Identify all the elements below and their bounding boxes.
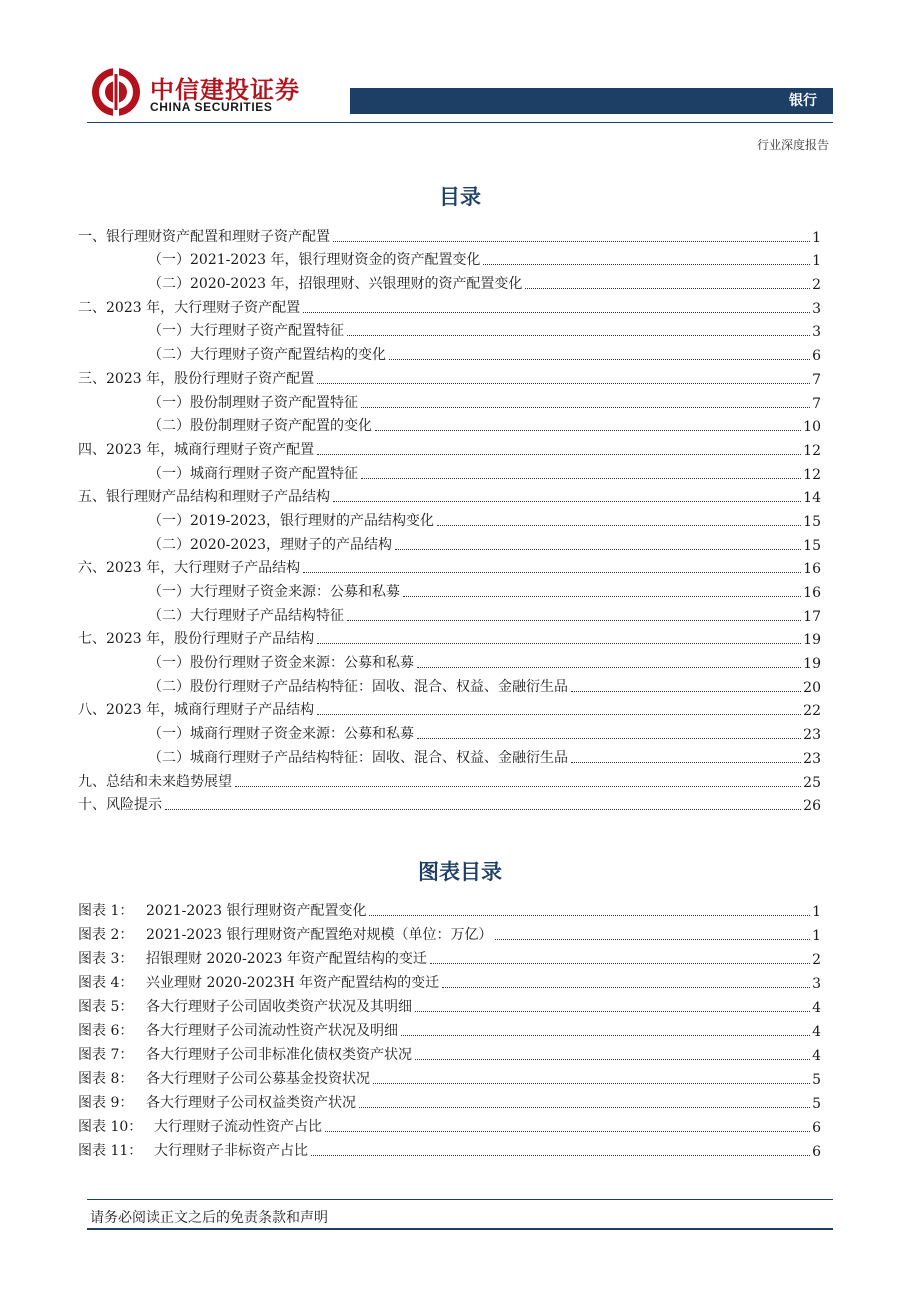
figure-number: 图表 2： (78, 927, 134, 943)
toc-entry-page: 1 (812, 229, 821, 246)
toc-entry[interactable] (78, 506, 821, 530)
dot-leader (369, 915, 810, 916)
figure-entry-title (78, 1092, 356, 1112)
toc-entry-title: （一）大行理财子资产配置特征 (148, 323, 344, 340)
dot-leader (347, 620, 801, 621)
toc-entry-title: （一）城商行理财子资产配置特征 (148, 465, 358, 482)
toc-entry-page: 10 (803, 419, 821, 436)
toc-entry-title: 十、风险提示 (78, 797, 162, 814)
dot-leader (430, 963, 810, 964)
toc-entry-title: （二）2020-2023 年，招银理财、兴银理财的资产配置变化 (148, 276, 523, 293)
figure-entry-title (78, 1116, 322, 1136)
figure-entry[interactable] (78, 1016, 821, 1040)
figure-caption: 各大行理财子公司公募基金投资状况 (146, 1071, 370, 1087)
figure-caption: 兴业理财 2020-2023H 年资产配置结构的变迁 (146, 975, 440, 991)
toc-entry[interactable] (78, 483, 821, 507)
figure-entry-title (78, 948, 427, 968)
toc-entry[interactable] (78, 459, 821, 483)
dot-leader (437, 525, 801, 526)
toc-entry[interactable] (78, 554, 821, 578)
toc-entry[interactable] (78, 601, 821, 625)
report-type: 行业深度报告 (756, 138, 829, 152)
figure-entry-page: 1 (812, 904, 821, 920)
toc-entry[interactable] (78, 222, 821, 246)
toc-entry[interactable] (78, 577, 821, 601)
toc-entry[interactable] (78, 719, 821, 743)
toc-entry-page: 20 (803, 679, 821, 696)
dot-leader (317, 383, 810, 384)
toc-title: 目录 (439, 185, 481, 209)
toc-entry-title: （一）2019-2023，银行理财的产品结构变化 (148, 512, 434, 529)
figure-number: 图表 5： (78, 999, 134, 1015)
header-divider (87, 122, 833, 123)
toc-entry-page: 19 (803, 632, 821, 649)
dot-leader (359, 1107, 810, 1108)
figure-entry-title (78, 1020, 398, 1040)
toc-entry-title: 九、总结和未来趋势展望 (78, 773, 232, 790)
dot-leader (571, 762, 801, 763)
toc-entry-title: （二）股份行理财子产品结构特征：固收、混合、权益、金融衍生品 (148, 678, 568, 695)
figure-entry-title (78, 1068, 370, 1088)
toc-entry[interactable] (78, 317, 821, 341)
toc-entry-page: 23 (803, 750, 821, 767)
figure-number: 图表 1： (78, 903, 134, 919)
figure-number: 图表 4： (78, 975, 134, 991)
toc-entry[interactable] (78, 767, 821, 791)
industry-banner (350, 88, 833, 114)
figure-entry[interactable] (78, 1040, 821, 1064)
figure-entry-page: 5 (812, 1072, 821, 1088)
figure-entry[interactable] (78, 968, 821, 992)
industry-label: 银行 (789, 93, 817, 109)
dot-leader (333, 501, 801, 502)
figure-entry[interactable] (78, 1136, 821, 1160)
dot-leader (571, 691, 801, 692)
figure-entry-page: 4 (812, 1048, 821, 1064)
toc-entry[interactable] (78, 672, 821, 696)
figure-entry-title (78, 900, 366, 920)
figure-entry-page: 1 (812, 928, 821, 944)
figure-entry[interactable] (78, 1112, 821, 1136)
figure-number: 图表 11： (78, 1143, 143, 1159)
footer-bottom-rule (87, 1228, 833, 1230)
toc-entry-page: 7 (812, 371, 821, 388)
figure-entry-title (78, 996, 412, 1016)
figure-number: 图表 7： (78, 1047, 134, 1063)
toc-entry-title: （二）大行理财子产品结构特征 (148, 607, 344, 624)
toc-entry-page: 16 (803, 585, 821, 601)
toc-entry-title: （一）股份制理财子资产配置特征 (148, 394, 358, 411)
toc-entry-title: （二）大行理财子资产配置结构的变化 (148, 347, 386, 364)
figure-entry[interactable] (78, 992, 821, 1016)
figure-entry-page: 6 (812, 1144, 821, 1160)
toc-entry-title: 二、2023 年，大行理财子资产配置 (78, 299, 301, 316)
toc-list (78, 222, 821, 814)
figure-caption: 2021-2023 银行理财资产配置绝对规模（单位：万亿） (146, 927, 493, 943)
toc-entry-page: 26 (803, 798, 821, 815)
dot-leader (317, 454, 801, 455)
toc-entry-title: 七、2023 年，股份行理财子产品结构 (78, 631, 315, 648)
figure-entry-page: 2 (812, 952, 821, 968)
toc-entry-title: 四、2023 年，城商行理财子资产配置 (78, 441, 315, 458)
toc-entry-title: 六、2023 年，大行理财子产品结构 (78, 560, 301, 577)
toc-entry[interactable] (78, 364, 821, 388)
figure-caption: 大行理财子流动性资产占比 (154, 1119, 322, 1135)
figure-number: 图表 9： (78, 1095, 134, 1111)
figure-entry[interactable] (78, 896, 821, 920)
toc-entry-page: 12 (803, 442, 821, 459)
figure-entry-page: 3 (812, 976, 821, 992)
toc-entry-title: 五、银行理财产品结构和理财子产品结构 (78, 489, 330, 506)
toc-entry-page: 19 (803, 656, 821, 673)
toc-entry[interactable] (78, 412, 821, 436)
dot-leader (361, 407, 810, 408)
figure-caption: 各大行理财子公司非标准化债权类资产状况 (146, 1047, 412, 1063)
toc-entry-page: 12 (803, 466, 821, 483)
dot-leader (235, 786, 801, 787)
figure-entry[interactable] (78, 920, 821, 944)
figure-entry-page: 4 (812, 1024, 821, 1040)
toc-entry-title: （一）股份行理财子资金来源：公募和私募 (148, 655, 414, 672)
dot-leader (495, 939, 810, 940)
figure-entry[interactable] (78, 1064, 821, 1088)
dot-leader (401, 1035, 810, 1036)
toc-entry[interactable] (78, 625, 821, 649)
dot-leader (417, 667, 801, 668)
figure-entry-title (78, 1044, 412, 1064)
toc-entry-page: 3 (812, 324, 821, 341)
dot-leader (165, 809, 801, 810)
toc-entry-title: （二）股份制理财子资产配置的变化 (148, 418, 372, 435)
dot-leader (303, 312, 810, 313)
toc-entry[interactable] (78, 269, 821, 293)
figure-entry-title (78, 924, 492, 944)
dot-leader (311, 1155, 810, 1156)
dot-leader (415, 1011, 810, 1012)
figure-caption: 各大行理财子公司权益类资产状况 (146, 1095, 356, 1111)
toc-entry[interactable] (78, 246, 821, 270)
figure-number: 图表 10： (78, 1119, 143, 1135)
dot-leader (403, 596, 801, 597)
figure-number: 图表 6： (78, 1023, 134, 1039)
dot-leader (395, 549, 801, 550)
toc-entry-title: （一）大行理财子资金来源：公募和私募 (148, 584, 400, 600)
toc-entry[interactable] (78, 648, 821, 672)
figure-entry-page: 5 (812, 1096, 821, 1112)
toc-entry-page: 3 (812, 300, 821, 317)
toc-entry-page: 16 (803, 561, 821, 578)
figure-number: 图表 8： (78, 1071, 134, 1087)
figure-entry[interactable] (78, 1088, 821, 1112)
toc-entry-page: 23 (803, 727, 821, 744)
dot-leader (373, 1083, 810, 1084)
toc-entry-title: 一、银行理财资产配置和理财子资产配置 (78, 228, 330, 245)
toc-entry[interactable] (78, 530, 821, 554)
page-header (0, 0, 920, 160)
toc-entry-page: 7 (812, 395, 821, 412)
figure-entry-page: 6 (812, 1120, 821, 1136)
dot-leader (333, 241, 810, 242)
toc-entry-page: 1 (812, 253, 821, 270)
footer-disclaimer: 请务必阅读正文之后的免责条款和声明 (90, 1210, 328, 1226)
toc-entry-title: （一）2021-2023 年，银行理财资金的资产配置变化 (148, 252, 481, 269)
dot-leader (325, 1131, 810, 1132)
toc-entry-title: （二）城商行理财子产品结构特征：固收、混合、权益、金融衍生品 (148, 749, 568, 766)
toc-entry-title: 八、2023 年，城商行理财子产品结构 (78, 702, 315, 719)
toc-entry-page: 2 (812, 277, 821, 294)
figures-list (78, 896, 821, 1160)
dot-leader (361, 478, 801, 479)
china-securities-logo-icon (90, 66, 142, 118)
brand-name-en: CHINA SECURITIES (150, 100, 273, 114)
dot-leader (417, 738, 801, 739)
toc-entry[interactable] (78, 388, 821, 412)
toc-entry-title: （二）2020-2023，理财子的产品结构 (148, 536, 392, 553)
toc-entry[interactable] (78, 435, 821, 459)
dot-leader (303, 572, 801, 573)
figure-entry-page: 4 (812, 1000, 821, 1016)
dot-leader (317, 643, 801, 644)
figure-entry-title (78, 972, 439, 992)
dot-leader (442, 987, 810, 988)
toc-entry[interactable] (78, 743, 821, 767)
figures-title: 图表目录 (418, 860, 502, 884)
brand-name-cn: 中信建投证券 (150, 76, 300, 104)
toc-entry-page: 14 (803, 490, 821, 507)
toc-entry[interactable] (78, 791, 821, 815)
dot-leader (525, 288, 810, 289)
toc-entry-title: 三、2023 年，股份行理财子资产配置 (78, 370, 315, 387)
dot-leader (375, 430, 801, 431)
figure-caption: 大行理财子非标资产占比 (154, 1143, 308, 1159)
dot-leader (483, 264, 810, 265)
toc-entry[interactable] (78, 340, 821, 364)
figure-caption: 2021-2023 银行理财资产配置变化 (146, 903, 367, 919)
toc-entry-page: 15 (803, 513, 821, 530)
figure-caption: 各大行理财子公司流动性资产状况及明细 (146, 1023, 398, 1039)
dot-leader (347, 335, 810, 336)
toc-entry-title: （一）城商行理财子资金来源：公募和私募 (148, 726, 414, 743)
figure-number: 图表 3： (78, 951, 134, 967)
figure-entry[interactable] (78, 944, 821, 968)
toc-entry[interactable] (78, 696, 821, 720)
toc-entry-page: 22 (803, 703, 821, 720)
toc-entry-page: 15 (803, 537, 821, 554)
figure-caption: 招银理财 2020-2023 年资产配置结构的变迁 (146, 951, 427, 967)
figure-entry-title (78, 1140, 308, 1160)
toc-entry-page: 25 (803, 774, 821, 791)
figure-caption: 各大行理财子公司固收类资产状况及其明细 (146, 999, 412, 1015)
dot-leader (415, 1059, 810, 1060)
dot-leader (389, 359, 810, 360)
dot-leader (317, 714, 801, 715)
footer-divider (87, 1199, 833, 1200)
toc-entry-page: 6 (812, 348, 821, 365)
toc-entry[interactable] (78, 293, 821, 317)
toc-entry-page: 17 (803, 608, 821, 625)
